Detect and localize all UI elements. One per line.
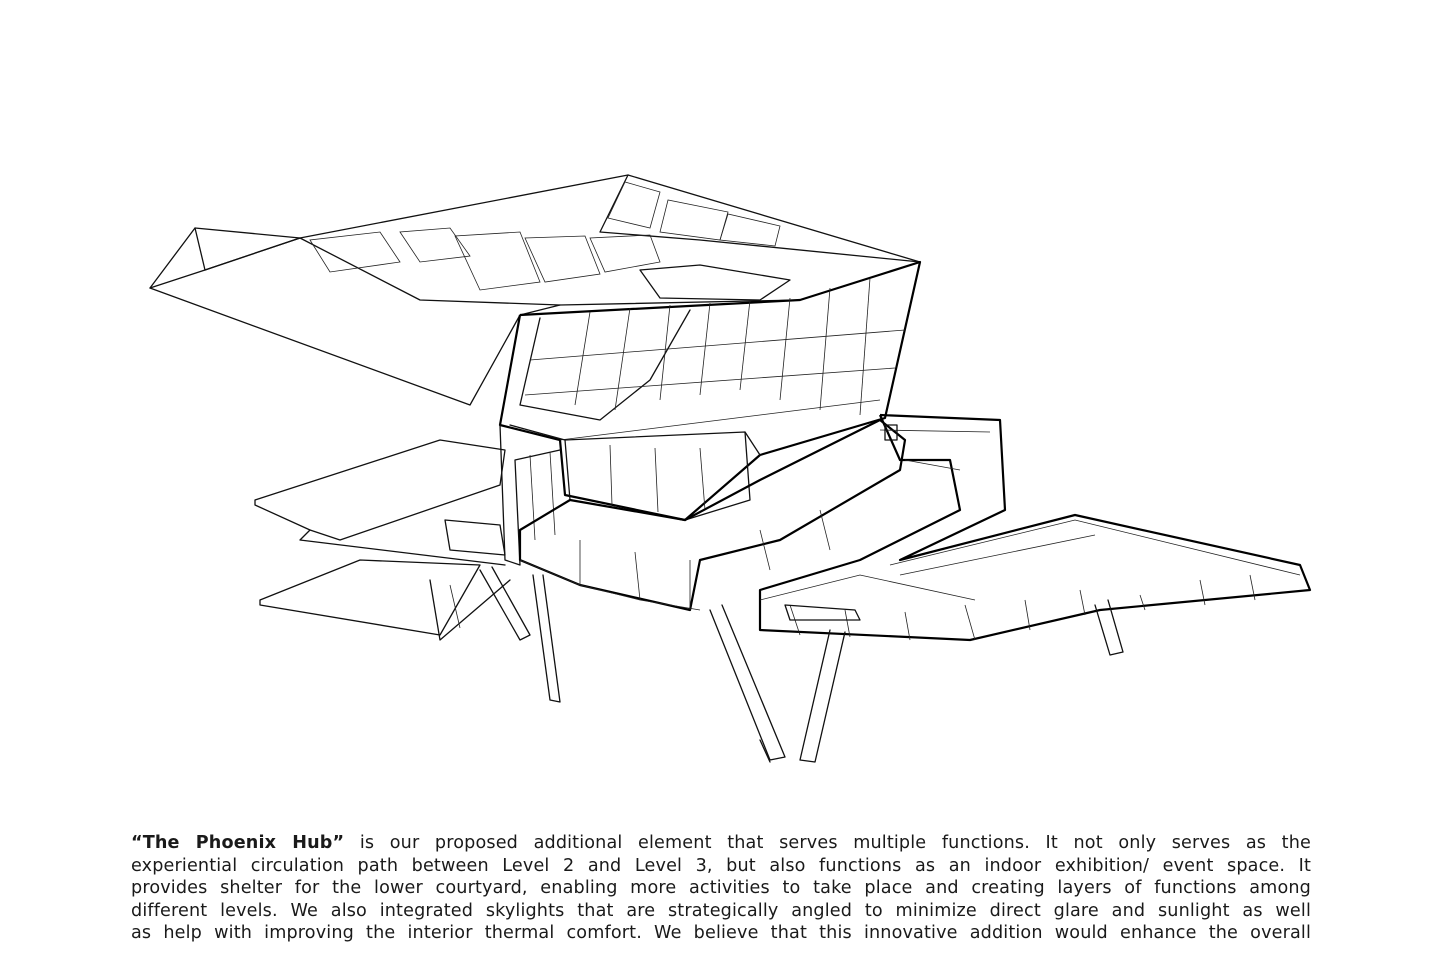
glazed-volume	[500, 262, 920, 565]
caption-line-4: different levels. We also integrated skylights that are strategically angled to minimize direct glare and sunlight as well	[131, 900, 1311, 921]
caption-title: “The Phoenix Hub”	[131, 833, 345, 853]
caption-paragraph	[131, 832, 1311, 945]
roof-canopy	[150, 175, 920, 405]
balcony	[520, 420, 905, 610]
caption-line-5: as help with improving the interior thermal comfort. We believe that this innovative addition would enhance the overall	[131, 923, 1311, 944]
caption-line-1	[131, 832, 1311, 855]
caption-line-2: experiential circulation path between Level 2 and Level 3, but also functions as an indoor exhibition/ event space. It	[131, 855, 1311, 876]
caption-line-1-text: is our proposed additional element that serves multiple functions. It not only serves as the	[344, 833, 1311, 853]
caption-line-3: provides shelter for the lower courtyard, enabling more activities to take place and creating layers of functions among	[131, 878, 1311, 899]
columns	[480, 567, 1123, 762]
floor-slabs	[255, 440, 510, 640]
ramp	[760, 415, 1310, 640]
